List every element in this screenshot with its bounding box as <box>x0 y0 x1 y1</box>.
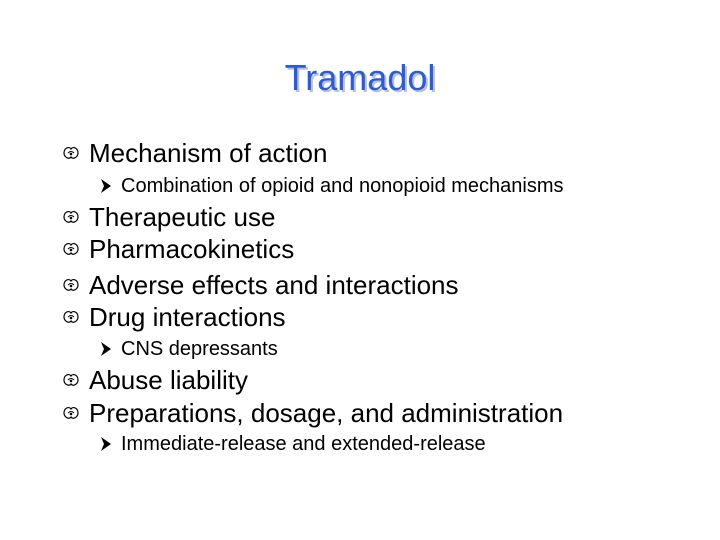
fleuron-bullet-icon <box>62 309 80 325</box>
bullet-item <box>0 136 720 170</box>
arrowhead-bullet-icon <box>100 436 112 452</box>
bullet-label: Drug interactions <box>89 302 286 332</box>
sub-bullet-item <box>0 173 720 199</box>
bullet-item <box>0 200 720 234</box>
fleuron-bullet-icon <box>62 405 80 421</box>
arrowhead-bullet-icon <box>100 341 112 357</box>
fleuron-bullet-icon <box>62 277 80 293</box>
bullet-label: Mechanism of action <box>89 138 328 168</box>
bullet-item <box>0 232 720 266</box>
sub-bullet-item <box>0 336 720 362</box>
sub-bullet-label: CNS depressants <box>121 338 278 360</box>
bullet-item <box>0 268 720 302</box>
fleuron-bullet-icon <box>62 241 80 257</box>
bullet-label: Preparations, dosage, and administration <box>89 398 564 428</box>
fleuron-bullet-icon <box>62 145 80 161</box>
sub-bullet-label: Immediate-release and extended-release <box>121 433 486 455</box>
sub-bullet-item <box>0 431 720 457</box>
bullet-label: Abuse liability <box>89 365 248 395</box>
fleuron-bullet-icon <box>62 372 80 388</box>
bullet-label: Pharmacokinetics <box>89 234 295 264</box>
bullet-item <box>0 300 720 334</box>
sub-bullet-label: Combination of opioid and nonopioid mechanisms <box>121 175 564 197</box>
fleuron-bullet-icon <box>62 209 80 225</box>
bullet-label: Adverse effects and interactions <box>89 270 459 300</box>
slide-title: Tramadol <box>284 57 436 98</box>
bullet-label: Therapeutic use <box>89 202 276 232</box>
bullet-item <box>0 396 720 430</box>
bullet-item <box>0 363 720 397</box>
arrowhead-bullet-icon <box>100 178 112 194</box>
